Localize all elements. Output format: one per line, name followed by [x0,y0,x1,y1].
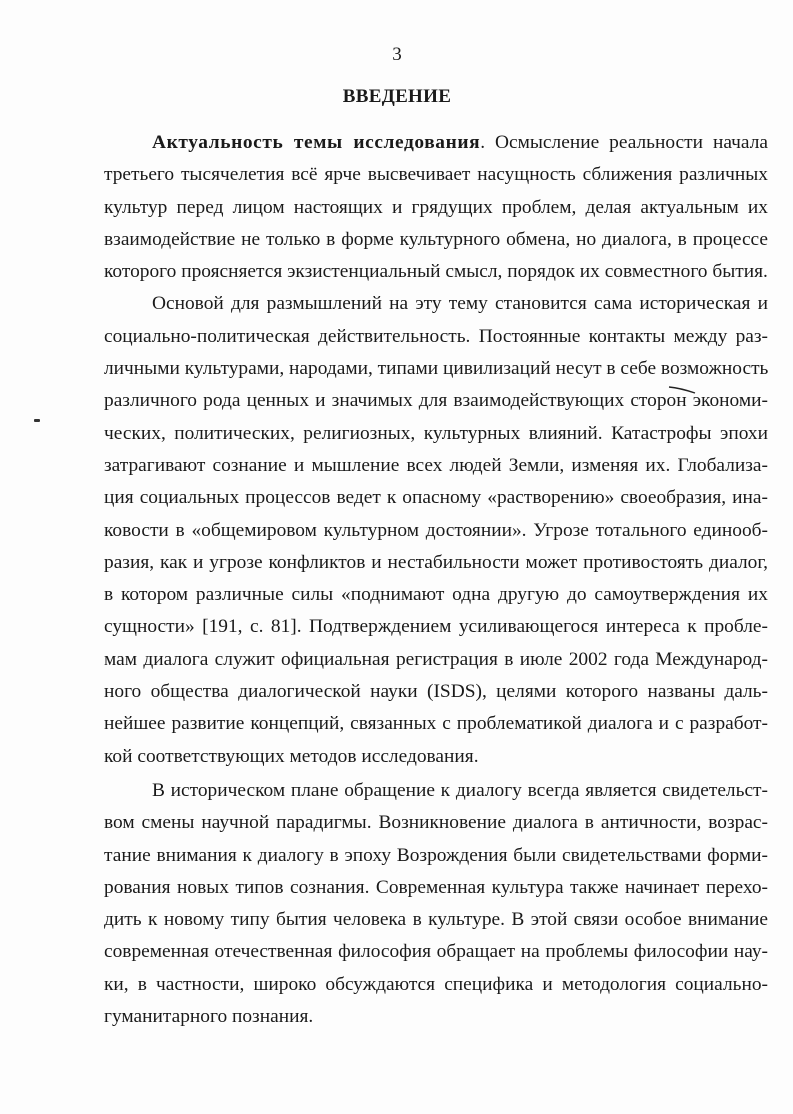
paragraph-line: личными культурами, народами, типами цивилизаций несут в себе возможность [104,358,769,380]
paragraph-line: кой соответствующих методов исследования. [104,745,479,767]
paragraph-line: Актуальность темы исследования. Осмысление реальности начала [152,132,768,153]
paragraph-line: в котором различные силы «поднимают одна другую до самоутверждения их [104,584,768,606]
paragraph-line: третьего тысячелетия всё ярче высвечивает насущность сближения различных [104,164,768,186]
paragraph-line: ного общества диалогической науки (ISDS), целями которого названы даль- [104,681,768,703]
paragraph-relevance [104,127,768,288]
paragraph-line: дить к новому типу бытия человека в культуре. В этой связи особое внимание [104,909,768,931]
paragraph-line: гуманитарного познания. [104,1006,314,1028]
paragraph-line: ческих, политических, религиозных, культурных влияний. Катастрофы эпохи [104,422,768,444]
paragraph-line: социально-политическая действительность. Постоянные контакты между раз- [104,325,768,347]
paragraph-line: разия, как и угрозе конфликтов и нестабильности может противостоять диалог, [104,551,768,573]
pen-stroke-mark [668,385,696,395]
paragraph-line: вом смены научной парадигмы. Возникновение диалога в античности, возрас- [104,812,768,834]
paragraph-line: ция социальных процессов ведет к опасному «растворению» своеобразия, ина- [104,487,768,509]
paragraph-line: взаимодействие не только в форме культурного обмена, но диалога, в процессе [104,228,768,250]
paragraph-line: рования новых типов сознания. Современная культура также начинает перехо- [104,876,768,898]
paragraph-line: которого проясняется экзистенциальный смысл, порядок их совместного бытия. [104,261,768,283]
paragraph-reality [104,288,768,772]
paragraph-line: различного рода ценных и значимых для взаимодействующих сторон экономи- [104,390,768,412]
paragraph-line: В историческом плане обращение к диалогу всегда является свидетельст- [152,779,768,801]
scan-speck [34,419,40,422]
paragraph-line: Основой для размышлений на эту тему становится сама историческая и [152,293,768,315]
paragraph-line: нейшее развитие концепций, связанных с проблематикой диалога и с разработ- [104,713,768,735]
paragraph-line: сущности» [191, с. 81]. Подтверждением усиливающегося интереса к пробле- [104,616,768,638]
lead-term: Актуальность темы исследования [152,132,481,153]
paragraph-line: ковости в «общемировом культурном достоянии». Угрозе тотального единооб- [104,519,768,541]
page-number: 3 [392,44,402,65]
body-text [104,127,768,1033]
section-heading: ВВЕДЕНИЕ [342,86,452,107]
paragraph-line: мам диалога служит официальная регистрация в июле 2002 года Международ- [104,648,768,670]
paragraph-line: тание внимания к диалогу в эпоху Возрождения были свидетельствами форми- [104,844,768,866]
paragraph-history [104,775,768,1033]
paragraph-line: затрагивают сознание и мышление всех людей Земли, изменяя их. Глобализа- [104,454,768,476]
paragraph-line: современная отечественная философия обращает на проблемы философии нау- [104,941,768,963]
paragraph-line: культур перед лицом настоящих и грядущих проблем, делая актуальным их [104,196,768,218]
paragraph-line: ки, в частности, широко обсуждаются специфика и методология социально- [104,973,768,995]
